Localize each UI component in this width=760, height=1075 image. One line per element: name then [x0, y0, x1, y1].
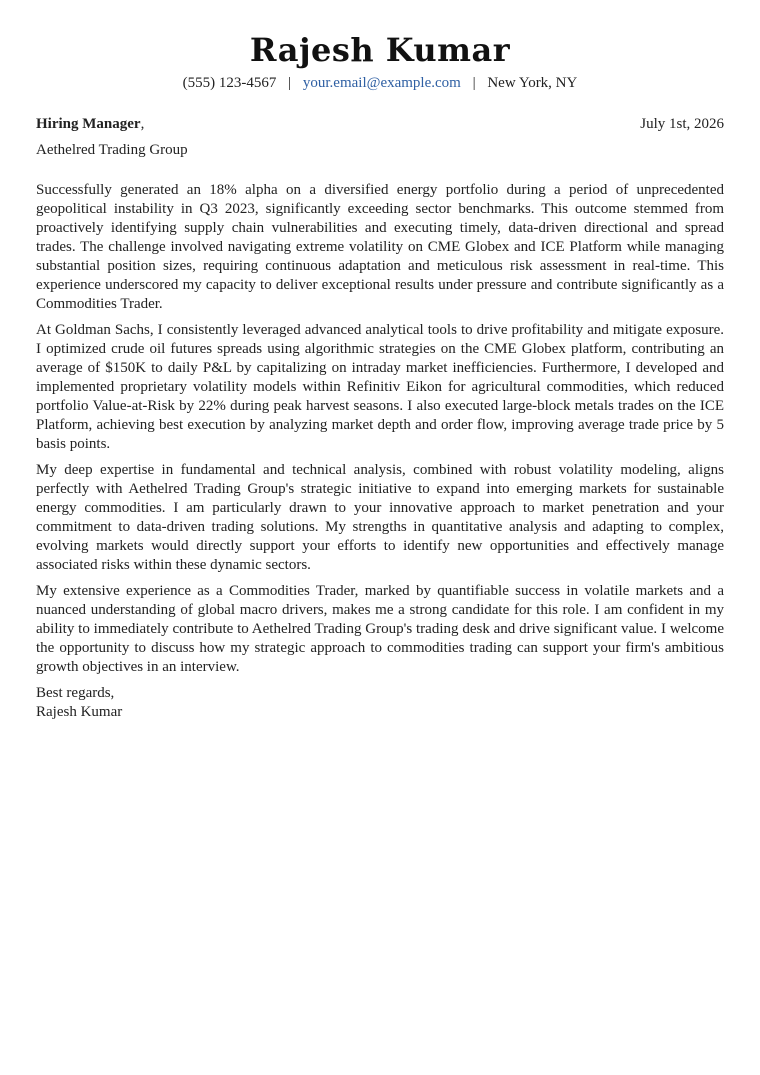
closing-phrase: Best regards,: [36, 685, 115, 701]
body-paragraph: At Goldman Sachs, I consistently leveraged advanced analytical tools to drive profitability and mitigate exposure. I optimized crude oil futures spreads using algorithmic strategies on the CME Globex platform, contributing an average of $150K to daily P&L by capitalizing on intraday market inefficiencies. Furthermore, I developed and implemented proprietary volatility models within Refinitiv Eikon for agricultural commodities, which reduced portfolio Value-at-Risk by 22% during peak harvest seasons. I also executed large-block metals trades on the ICE Platform, achieving best execution by analyzing market depth and order flow, improving average trade price by 5 basis points.: [36, 322, 724, 452]
letter-date: July 1st, 2026: [640, 116, 724, 132]
recipient-comma: ,: [140, 116, 145, 132]
phone-number: (555) 123-4567: [182, 75, 277, 91]
applicant-name: Rajesh Kumar: [249, 31, 511, 69]
contact-line: [36, 74, 724, 92]
email-link[interactable]: your.email@example.com: [302, 75, 461, 91]
recipient: Hiring Manager: [36, 116, 141, 132]
contact-separator: |: [288, 75, 292, 91]
salutation: [36, 115, 144, 134]
salutation-row: [36, 115, 724, 134]
signature-name: Rajesh Kumar: [36, 704, 123, 720]
closing-block: [36, 684, 724, 722]
location: New York, NY: [487, 75, 578, 91]
letter-body: [36, 181, 724, 677]
body-paragraph: Successfully generated an 18% alpha on a diversified energy portfolio during a period of unprecedented geopolitical instability in Q3 2023, significantly exceeding sector benchmarks. This outcome stemmed from proactively identifying supply chain vulnerabilities and executing timely, data-driven directional and spread trades. The challenge involved navigating extreme volatility on CME Globex and ICE Platform while managing substantial position sizes, requiring continuous adaptation and meticulous risk assessment in real-time. This experience underscored my capacity to deliver exceptional results under pressure and contribute significantly as a Commodities Trader.: [36, 182, 724, 312]
body-paragraph: My extensive experience as a Commodities Trader, marked by quantifiable success in volatile markets and a nuanced understanding of global macro drivers, makes me a strong candidate for this role. I am confident in my ability to immediately contribute to Aethelred Trading Group's trading desk and drive significant value. I welcome the opportunity to discuss how my strategic approach to commodities trading can support your firm's ambitious growth objectives in an interview.: [36, 583, 724, 675]
contact-separator: |: [472, 75, 476, 91]
body-paragraph: My deep expertise in fundamental and technical analysis, combined with robust volatility modeling, aligns perfectly with Aethelred Trading Group's strategic initiative to expand into emerging markets for sustainable energy commodities. I am particularly drawn to your innovative approach to market penetration and your commitment to data-driven trading solutions. My strengths in quantitative analysis and adapting to complex, evolving markets would directly support your efforts to identify new opportunities and effectively manage associated risks within these dynamic sectors.: [36, 462, 724, 573]
company-name: Aethelred Trading Group: [36, 142, 188, 158]
